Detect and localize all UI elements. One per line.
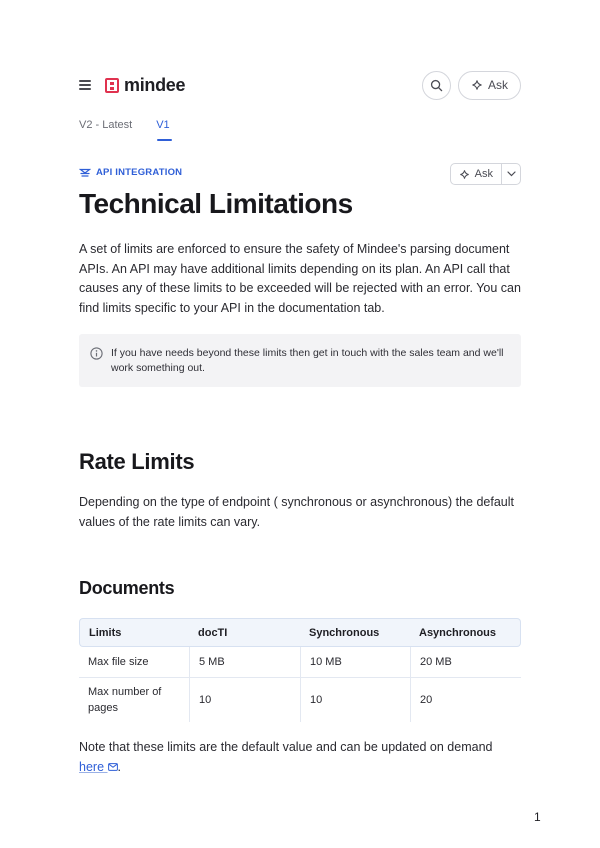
page-ask-button[interactable] xyxy=(451,164,502,184)
table-header-row xyxy=(79,618,521,647)
note-paragraph xyxy=(79,738,521,777)
table-cell: Max number of pages xyxy=(88,686,162,714)
search-icon xyxy=(430,79,443,92)
tab-v2-latest[interactable]: V2 - Latest xyxy=(79,119,133,131)
top-actions xyxy=(422,71,521,100)
rate-limits-text: Depending on the type of endpoint ( synchronous or asynchronous) the default values of the rate limits can vary. xyxy=(79,495,515,529)
search-button[interactable] xyxy=(422,71,451,100)
table-row xyxy=(79,678,521,722)
sparkle-ask-icon xyxy=(471,79,483,91)
column-header: docTI xyxy=(189,618,300,647)
mail-icon xyxy=(108,763,118,771)
ask-options-dropdown[interactable] xyxy=(502,164,520,184)
column-header: Synchronous xyxy=(300,618,410,647)
ask-split-button xyxy=(450,163,521,185)
table-cell: Max file size xyxy=(79,647,189,678)
chevron-down-icon xyxy=(507,171,516,177)
logo-text: mindee xyxy=(124,74,186,95)
table-cell: 5 MB xyxy=(189,647,300,678)
callout-text: If you have needs beyond these limits then get in touch with the sales team and we'll work something out. xyxy=(111,347,504,374)
here-link-label: here xyxy=(79,759,105,774)
section-tag xyxy=(79,167,182,178)
ask-button[interactable] xyxy=(458,71,521,100)
note-end: . xyxy=(117,759,121,774)
table-cell: 10 xyxy=(189,678,300,722)
info-icon xyxy=(90,347,103,360)
menu-icon[interactable] xyxy=(79,80,91,90)
table-cell: 10 MB xyxy=(300,647,410,678)
note-text: Note that these limits are the default value and can be updated on demand xyxy=(79,740,493,754)
limits-table xyxy=(79,618,521,722)
page-number: 1 xyxy=(534,810,541,824)
info-callout xyxy=(79,334,521,387)
ask-button-label: Ask xyxy=(487,78,508,92)
api-integration-icon xyxy=(79,167,91,178)
table-row xyxy=(79,647,521,678)
here-link[interactable] xyxy=(79,760,118,774)
logo[interactable] xyxy=(105,75,185,96)
page-ask-label: Ask xyxy=(474,168,493,180)
tab-v1[interactable]: V1 xyxy=(156,119,169,141)
column-header: Limits xyxy=(79,618,189,647)
sparkle-ask-icon xyxy=(459,169,470,180)
intro-paragraph: A set of limits are enforced to ensure the safety of Mindee's parsing document APIs. An API may have additional limits depending on its plan. An API call that causes any of these limits to be exceeded will be rejected with an error. You can find limits specific to your API in the documentation tab. xyxy=(79,242,521,315)
section-tag-label: API INTEGRATION xyxy=(96,167,183,178)
top-bar xyxy=(79,70,521,100)
table-cell: 20 MB xyxy=(410,647,521,678)
table-cell: 20 xyxy=(410,678,521,722)
version-tabs xyxy=(79,119,170,141)
column-header: Asynchronous xyxy=(410,618,521,647)
table-cell: 10 xyxy=(300,678,410,722)
page-title: Technical Limitations xyxy=(79,188,353,219)
rate-limits-heading: Rate Limits xyxy=(79,449,195,474)
documents-heading: Documents xyxy=(79,578,175,598)
mindee-logo-icon xyxy=(105,78,119,93)
